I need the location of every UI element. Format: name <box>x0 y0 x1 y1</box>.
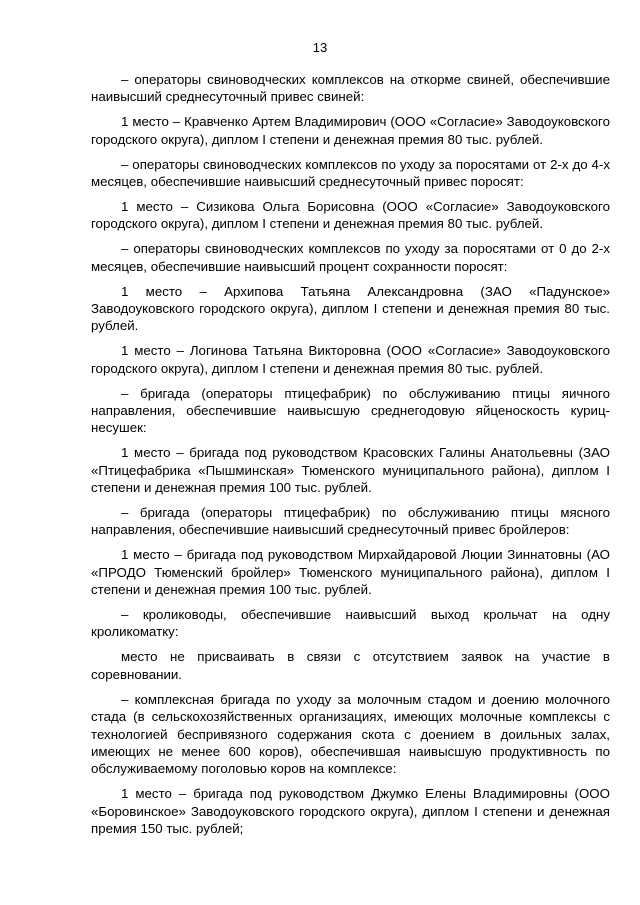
paragraph-award-kravchenko: 1 место – Кравченко Артем Владимирович (ООО «Согласие» Заводоуковского городского округа), диплом I степени и денежная премия 80 тыс. рублей. <box>91 114 610 147</box>
paragraph-award-krasovskikh: 1 место – бригада под руководством Красовских Галины Анатольевны (ЗАО «Птицефабрика «Пышминская» Тюменского муниципального района), диплом I степени и денежная премия 100 тыс. рублей. <box>91 445 610 496</box>
paragraph-broiler-brigade: – бригада (операторы птицефабрик) по обслуживанию птицы мясного направления, обеспечившие наивысший среднесуточный привес бройлеров: <box>91 505 610 538</box>
paragraph-no-award: место не присваивать в связи с отсутствием заявок на участие в соревновании. <box>91 649 610 682</box>
paragraph-piglet-0-2-operators: – операторы свиноводческих комплексов по уходу за поросятами от 0 до 2-х месяцев, обеспечившие наивысший процент сохранности поросят: <box>91 241 610 274</box>
document-body <box>91 71 610 845</box>
paragraph-piglet-2-4-operators: – операторы свиноводческих комплексов по уходу за поросятами от 2-х до 4-х месяцев, обеспечившие наивысший среднесуточный привес поросят: <box>91 156 610 190</box>
paragraph-pig-fattening-operators: – операторы свиноводческих комплексов на откорме свиней, обеспечившие наивысший среднесуточный привес свиней: <box>91 72 610 105</box>
page-number: 13 <box>312 40 328 55</box>
paragraph-dairy-brigade: – комплексная бригада по уходу за молочным стадом и доению молочного стада (в сельскохозяйственных организациях, имеющих молочные комплексы с технологией беспривязного содержания скота с доением в доильных залах, имеющих не менее 600 коров), обеспечившая наивысшую продуктивность по обслуживаемому поголовью коров на комплексе: <box>91 691 610 777</box>
paragraph-award-arkhipova: 1 место – Архипова Татьяна Александровна (ЗАО «Падунское» Заводоуковского городского округа), диплом I степени и денежная премия 80 тыс. рублей. <box>91 283 610 334</box>
paragraph-rabbit-breeders: – кролиководы, обеспечившие наивысший выход крольчат на одну кроликоматку: <box>91 607 610 640</box>
paragraph-award-dzhumko: 1 место – бригада под руководством Джумко Елены Владимировны (ООО «Боровинское» Заводоуковского городского округа), диплом I степени и денежная премия 150 тыс. рублей; <box>91 786 610 837</box>
paragraph-award-mirkhaidarova: 1 место – бригада под руководством Мирхайдаровой Люции Зиннатовны (АО «ПРОДО Тюменский бройлер» Тюменского муниципального района), диплом I степени и денежная премия 100 тыс. рублей. <box>91 547 610 598</box>
paragraph-egg-poultry-brigade: – бригада (операторы птицефабрик) по обслуживанию птицы яичного направления, обеспечившие наивысшую среднегодовую яйценоскость куриц-несушек: <box>91 385 610 436</box>
paragraph-award-sizikova: 1 место – Сизикова Ольга Борисовна (ООО «Согласие» Заводоуковского городского округа), диплом I степени и денежная премия 80 тыс. рублей. <box>91 198 610 232</box>
paragraph-award-loginova: 1 место – Логинова Татьяна Викторовна (ООО «Согласие» Заводоуковского городского округа), диплом I степени и денежная премия 80 тыс. рублей. <box>91 343 610 376</box>
